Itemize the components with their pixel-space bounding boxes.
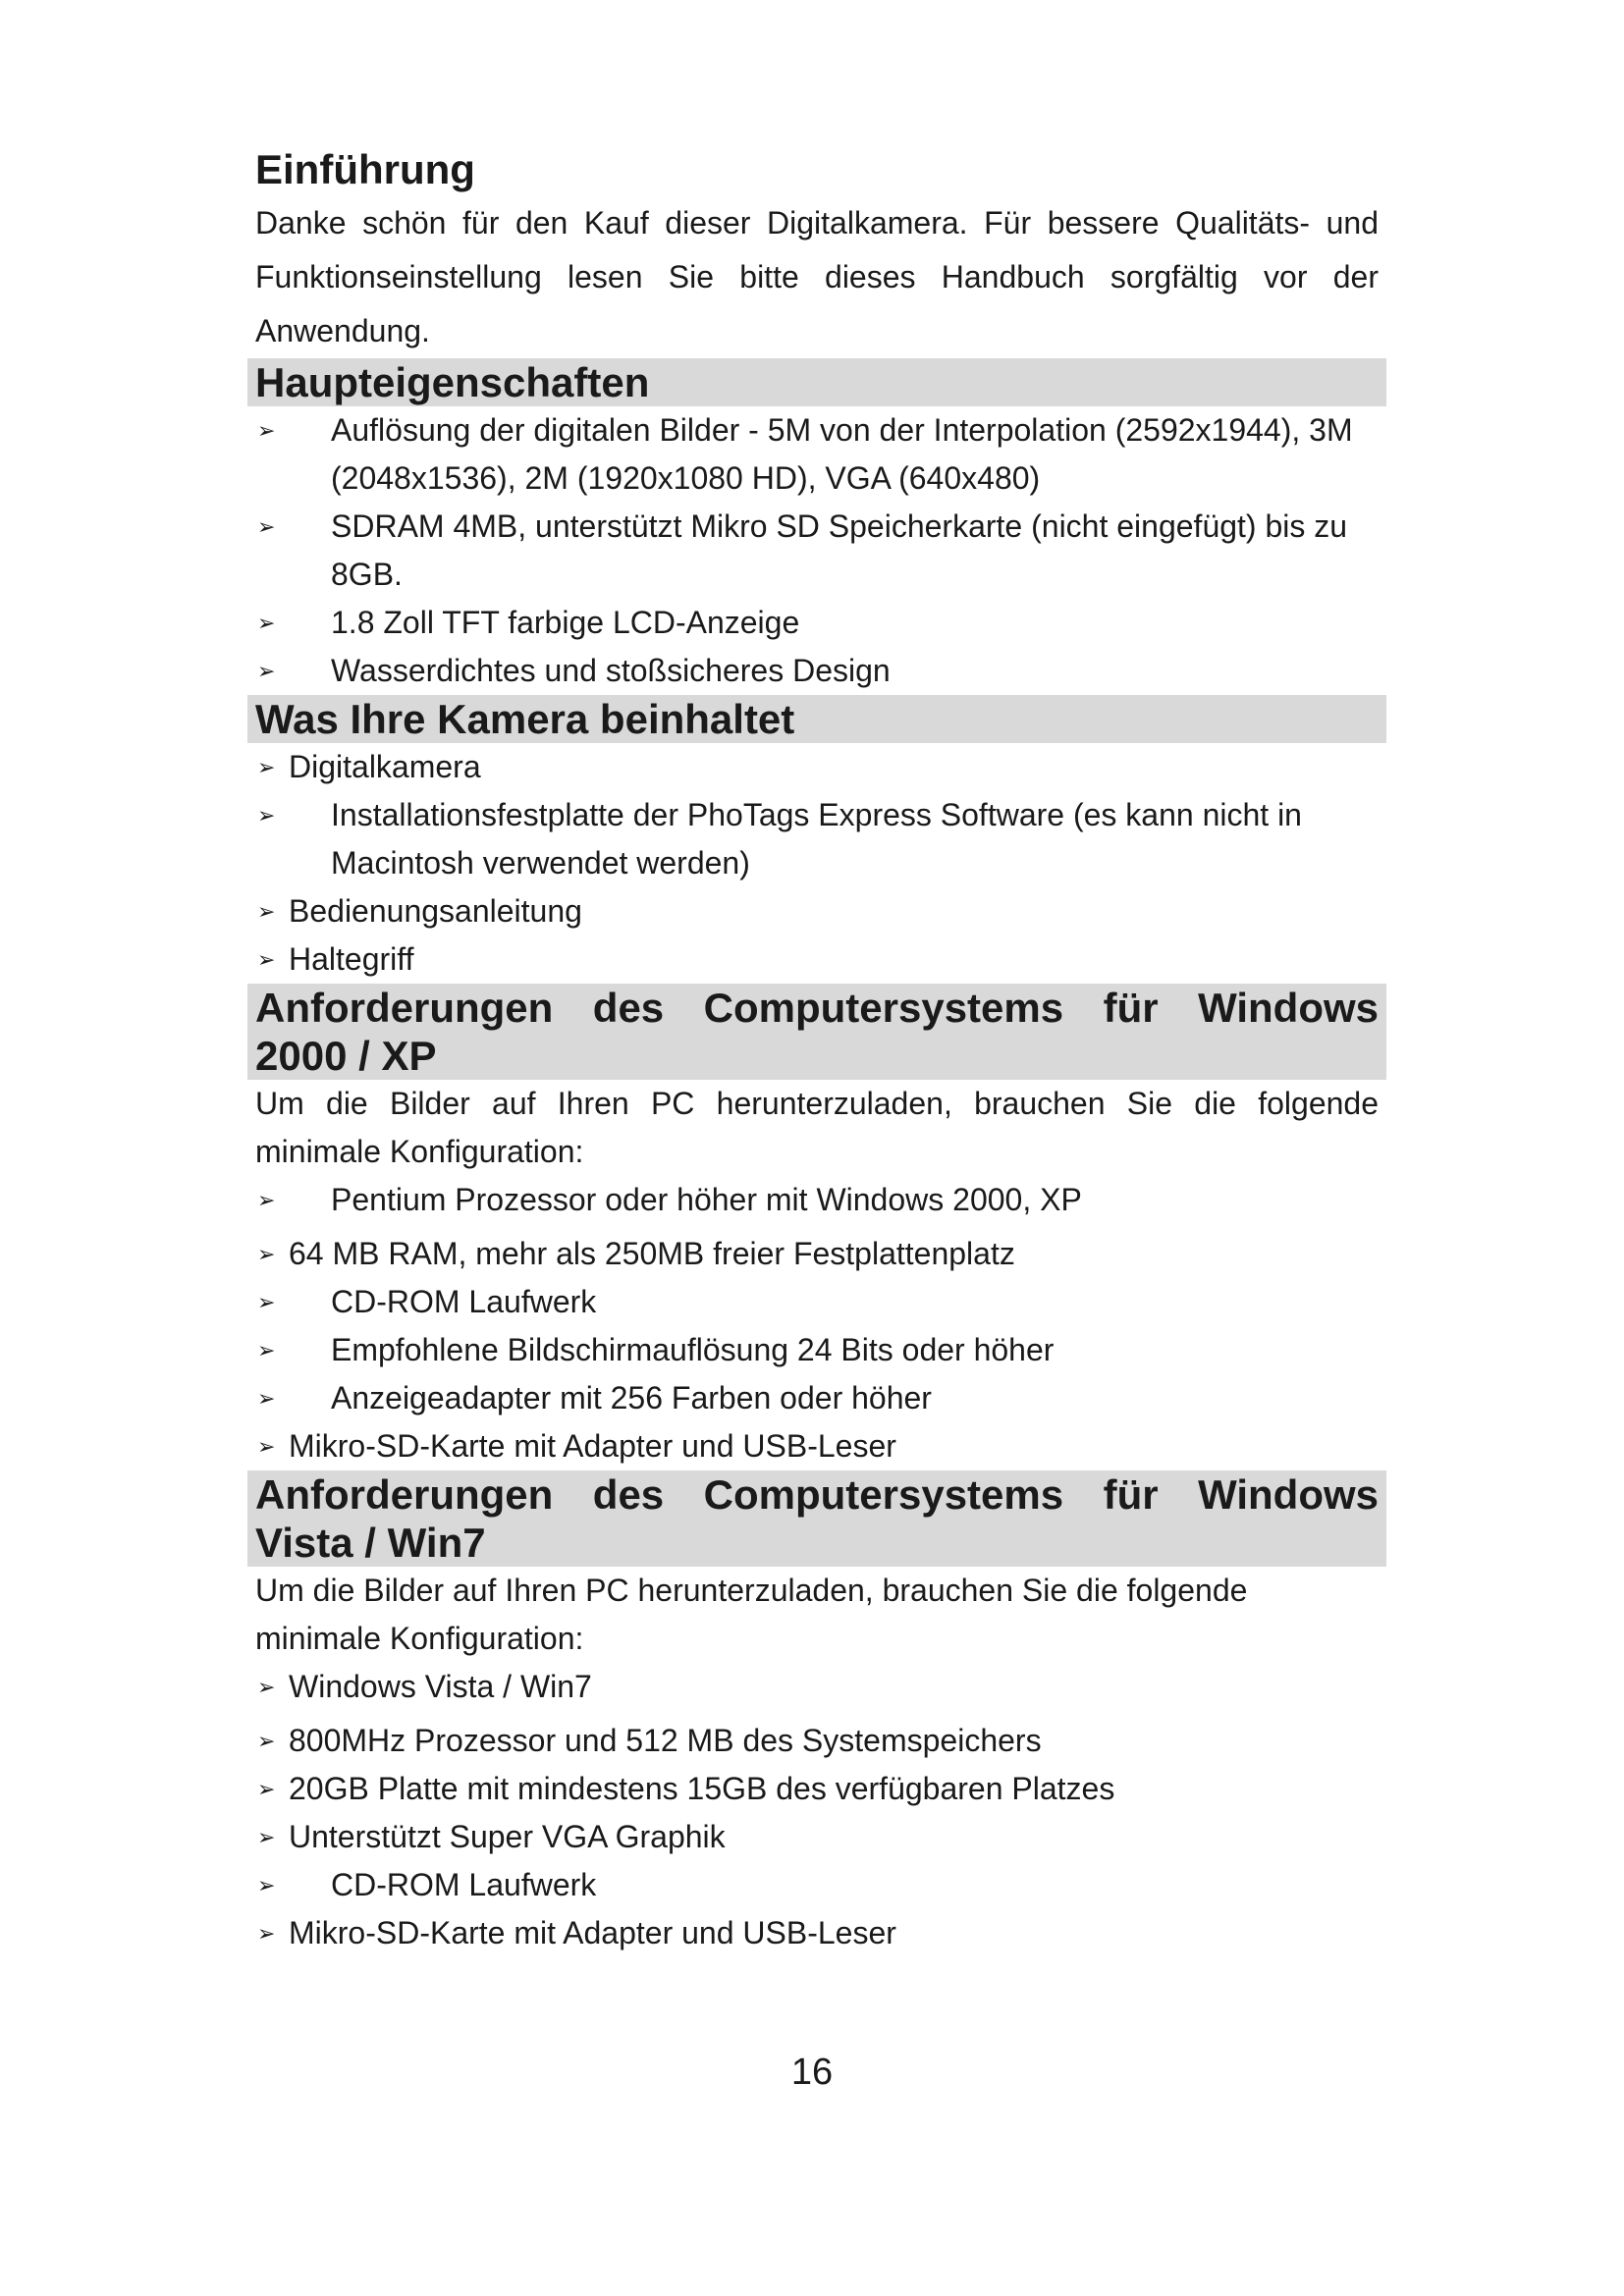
list-item <box>247 1663 1386 1711</box>
requirements-xp-heading <box>247 984 1386 1080</box>
list-item-text: Unterstützt Super VGA Graphik <box>289 1819 726 1854</box>
heading-line: Anforderungen des Computersystems für Windows <box>255 985 1379 1031</box>
arrow-bullet-icon: ➢ <box>257 659 276 683</box>
list-item-text: Bedienungsanleitung <box>289 893 582 929</box>
requirements-xp-intro: Um die Bilder auf Ihren PC herunterzuladen, brauchen Sie die folgende minimale Konfiguration: <box>255 1086 1379 1169</box>
features-heading: Haupteigenschaften <box>247 358 1386 406</box>
list-item <box>247 1230 1386 1278</box>
arrow-bullet-icon: ➢ <box>257 1386 276 1411</box>
heading-line: Anforderungen des Computersystems für Windows <box>255 1471 1379 1518</box>
list-item <box>247 1374 1386 1422</box>
list-item-text: 800MHz Prozessor und 512 MB des Systemspeichers <box>289 1723 1042 1758</box>
arrow-bullet-icon: ➢ <box>257 514 276 539</box>
arrow-bullet-icon: ➢ <box>257 1873 276 1897</box>
features-list <box>247 406 1386 695</box>
heading-line: Vista / Win7 <box>255 1520 486 1566</box>
list-item <box>247 503 1386 599</box>
arrow-bullet-icon: ➢ <box>257 899 276 924</box>
arrow-bullet-icon: ➢ <box>257 947 276 972</box>
list-item <box>247 791 1386 887</box>
list-item-text: Pentium Prozessor oder höher mit Windows 2000, XP <box>331 1182 1082 1217</box>
page-number: 16 <box>790 2052 834 2093</box>
list-item-text: Auflösung der digitalen Bilder - 5M von der Interpolation (2592x1944), 3M (2048x1536), 2M (1920x1080 HD), VGA (640x480) <box>331 412 1353 496</box>
arrow-bullet-icon: ➢ <box>257 1777 276 1801</box>
list-item <box>247 647 1386 695</box>
list-item-text: Wasserdichtes und stoßsicheres Design <box>331 653 891 688</box>
list-item <box>247 1278 1386 1326</box>
arrow-bullet-icon: ➢ <box>257 1675 276 1699</box>
list-item <box>247 599 1386 647</box>
arrow-bullet-icon: ➢ <box>257 1434 276 1459</box>
list-item <box>247 1176 1386 1224</box>
list-item <box>247 1765 1386 1813</box>
requirements-vista-intro-line: minimale Konfiguration: <box>255 1621 584 1656</box>
arrow-bullet-icon: ➢ <box>257 1729 276 1753</box>
requirements-vista-list <box>247 1663 1386 1957</box>
list-item-text: Digitalkamera <box>289 749 481 784</box>
list-item-text: SDRAM 4MB, unterstützt Mikro SD Speicherkarte (nicht eingefügt) bis zu 8GB. <box>331 508 1348 592</box>
arrow-bullet-icon: ➢ <box>257 1921 276 1946</box>
list-item-text: Mikro-SD-Karte mit Adapter und USB-Leser <box>289 1428 896 1464</box>
list-item-text: Anzeigeadapter mit 256 Farben oder höher <box>331 1380 932 1415</box>
contents-heading: Was Ihre Kamera beinhaltet <box>247 695 1386 743</box>
intro-title: Einführung <box>255 146 475 192</box>
list-item <box>247 743 1386 791</box>
list-item-text: Installationsfestplatte der PhoTags Express Software (es kann nicht in Macintosh verwendet werden) <box>331 797 1302 881</box>
list-item-text: CD-ROM Laufwerk <box>331 1284 597 1319</box>
list-item <box>247 1909 1386 1957</box>
heading-line: 2000 / XP <box>255 1033 437 1079</box>
list-item-text: Haltegriff <box>289 941 414 977</box>
list-item <box>247 1861 1386 1909</box>
arrow-bullet-icon: ➢ <box>257 803 276 828</box>
requirements-vista-heading <box>247 1470 1386 1567</box>
list-item <box>247 887 1386 935</box>
arrow-bullet-icon: ➢ <box>257 1338 276 1362</box>
list-item-text: 1.8 Zoll TFT farbige LCD-Anzeige <box>331 605 800 640</box>
list-item <box>247 1717 1386 1765</box>
list-item <box>247 1326 1386 1374</box>
arrow-bullet-icon: ➢ <box>257 1290 276 1314</box>
list-item <box>247 935 1386 984</box>
contents-list <box>247 743 1386 984</box>
list-item-text: Windows Vista / Win7 <box>289 1669 592 1704</box>
list-item <box>247 406 1386 503</box>
intro-paragraph: Danke schön für den Kauf dieser Digitalkamera. Für bessere Qualitäts- und Funktionseinstellung lesen Sie bitte dieses Handbuch sorgfältig vor der Anwendung. <box>255 205 1379 348</box>
list-item <box>247 1422 1386 1470</box>
arrow-bullet-icon: ➢ <box>257 611 276 635</box>
arrow-bullet-icon: ➢ <box>257 1242 276 1266</box>
arrow-bullet-icon: ➢ <box>257 1188 276 1212</box>
arrow-bullet-icon: ➢ <box>257 1825 276 1849</box>
list-item-text: 20GB Platte mit mindestens 15GB des verfügbaren Platzes <box>289 1771 1115 1806</box>
arrow-bullet-icon: ➢ <box>257 755 276 779</box>
list-item <box>247 1813 1386 1861</box>
list-item-text: 64 MB RAM, mehr als 250MB freier Festplattenplatz <box>289 1236 1015 1271</box>
arrow-bullet-icon: ➢ <box>257 418 276 443</box>
list-item-text: Empfohlene Bildschirmauflösung 24 Bits oder höher <box>331 1332 1055 1367</box>
list-item-text: CD-ROM Laufwerk <box>331 1867 597 1902</box>
requirements-xp-list <box>247 1176 1386 1470</box>
requirements-vista-intro-line: Um die Bilder auf Ihren PC herunterzuladen, brauchen Sie die folgende <box>255 1573 1248 1608</box>
list-item-text: Mikro-SD-Karte mit Adapter und USB-Leser <box>289 1915 896 1950</box>
manual-page <box>247 145 1386 1957</box>
